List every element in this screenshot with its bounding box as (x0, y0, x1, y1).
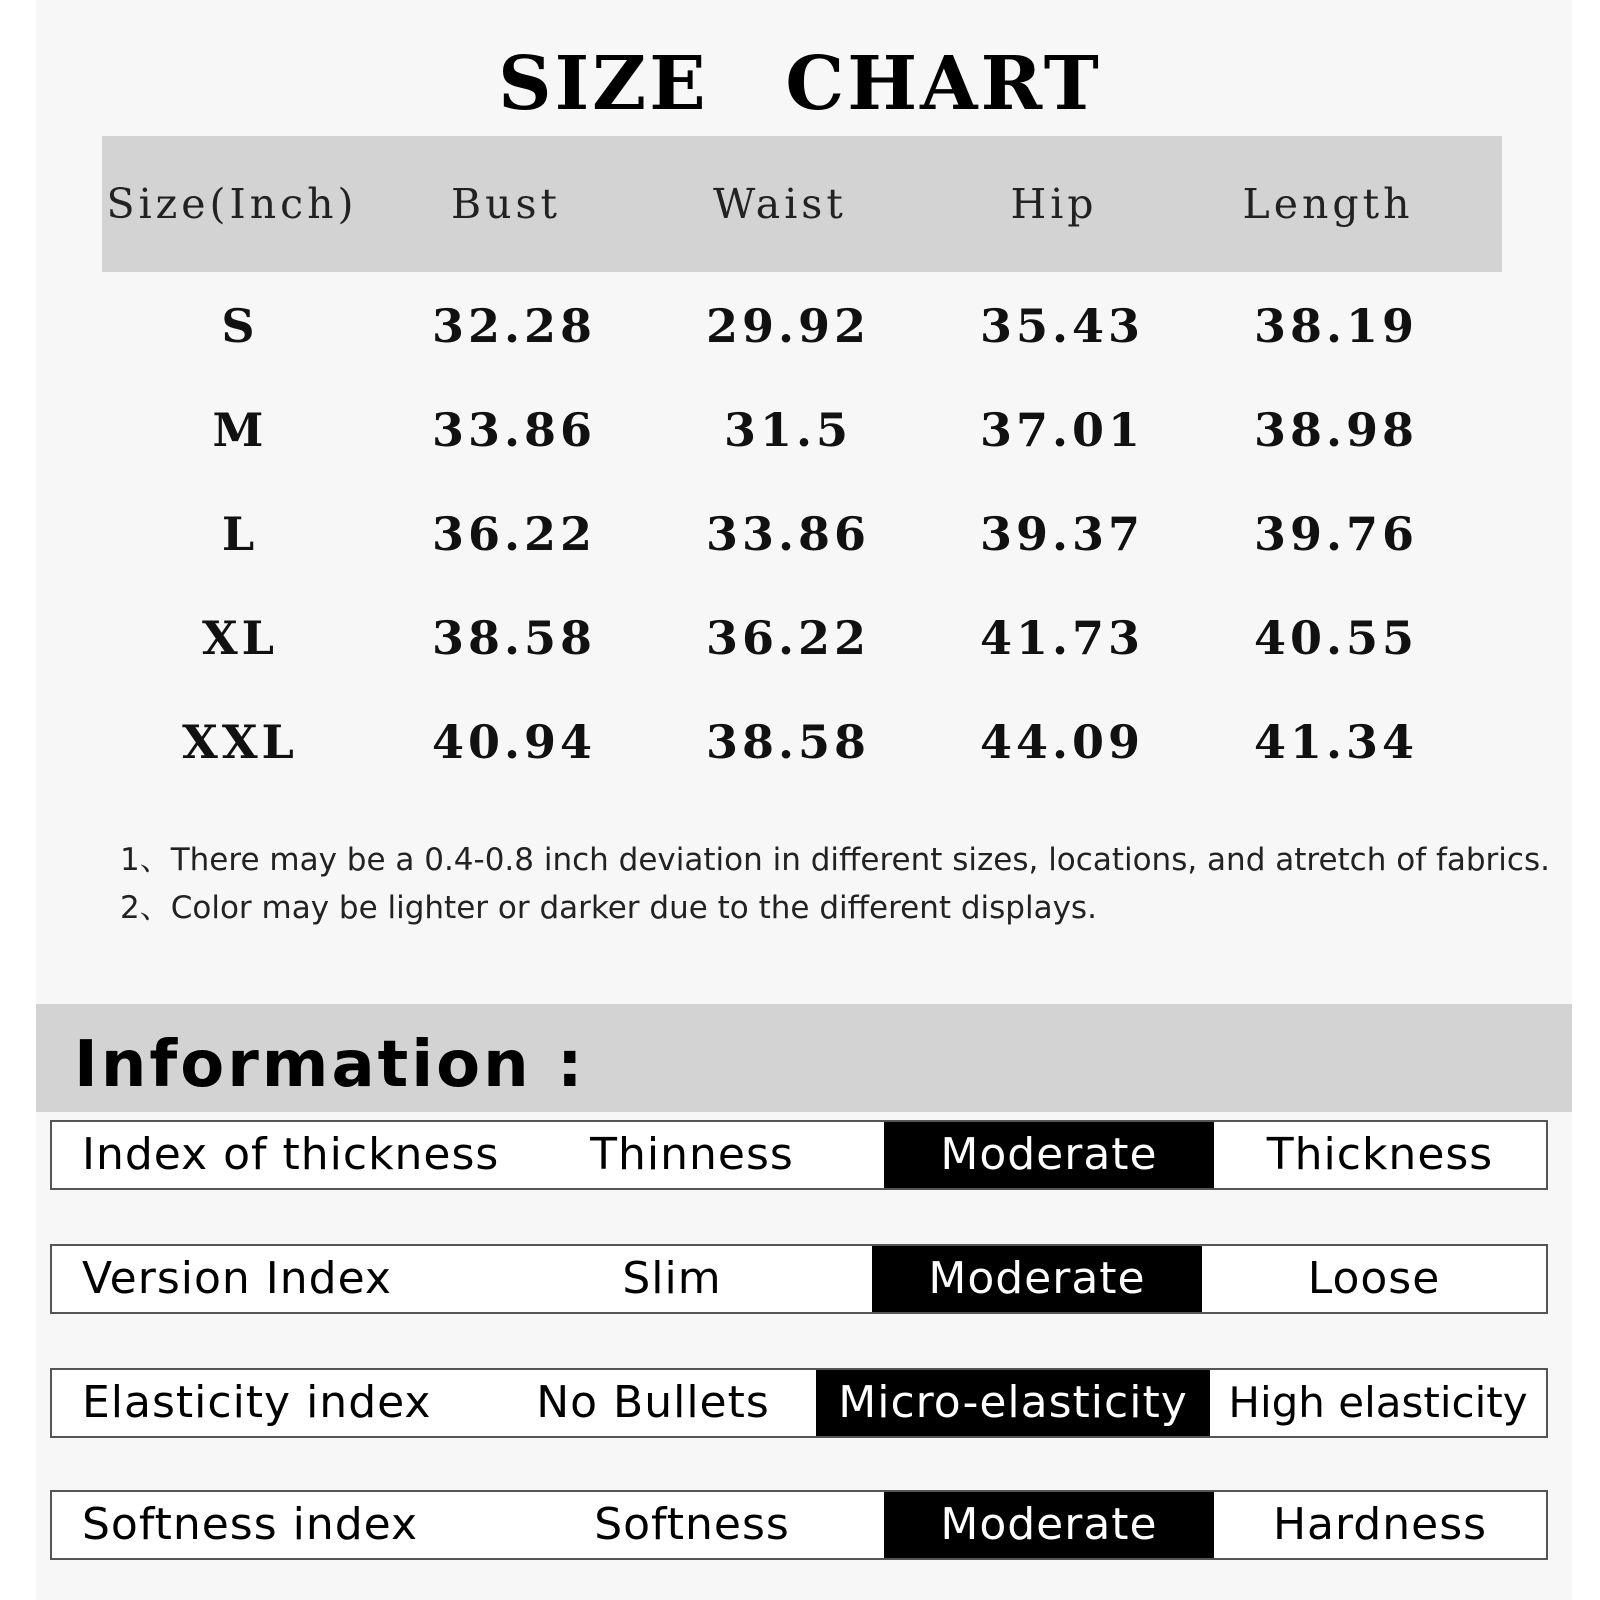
table-header (102, 136, 1502, 272)
option-thinness: Thinness (590, 1129, 794, 1180)
elasticity-index-row (50, 1368, 1548, 1438)
version-index-row (50, 1244, 1548, 1314)
cell-size: S (221, 299, 259, 353)
cell-bust: 36.22 (431, 507, 597, 561)
information-title: Information : (74, 1028, 586, 1102)
cell-waist: 33.86 (705, 507, 871, 561)
thickness-index-row (50, 1120, 1548, 1190)
information-header (36, 1004, 1572, 1112)
softness-index-row (50, 1490, 1548, 1560)
cell-hip: 39.37 (979, 507, 1145, 561)
header-size: Size(Inch) (106, 180, 358, 228)
option-loose: Loose (1307, 1253, 1441, 1304)
notes (120, 836, 1550, 932)
index-label: Index of thickness (82, 1129, 500, 1180)
cell-size: M (212, 403, 268, 457)
cell-hip: 35.43 (979, 299, 1145, 353)
option-micro-elasticity-selected: Micro-elasticity (816, 1370, 1210, 1436)
cell-bust: 38.58 (431, 611, 597, 665)
cell-bust: 40.94 (431, 715, 597, 769)
option-moderate-selected: Moderate (872, 1246, 1202, 1312)
cell-waist: 29.92 (705, 299, 871, 353)
cell-length: 41.34 (1253, 715, 1419, 769)
option-slim: Slim (622, 1253, 722, 1304)
cell-waist: 38.58 (705, 715, 871, 769)
cell-size: XXL (182, 715, 298, 769)
cell-hip: 37.01 (979, 403, 1145, 457)
option-softness: Softness (594, 1499, 790, 1550)
cell-size: XL (201, 611, 279, 665)
option-no-bullets: No Bullets (536, 1377, 770, 1428)
header-bust: Bust (450, 180, 562, 228)
note-item: 2、Color may be lighter or darker due to the different displays. (120, 890, 1097, 926)
cell-waist: 31.5 (723, 403, 853, 457)
option-moderate-selected: Moderate (884, 1122, 1214, 1188)
note-item: 1、There may be a 0.4-0.8 inch deviation in different sizes, locations, and atretch of fabrics. (120, 842, 1550, 878)
cell-length: 38.98 (1253, 403, 1419, 457)
cell-waist: 36.22 (705, 611, 871, 665)
option-thickness: Thickness (1266, 1129, 1494, 1180)
cell-length: 38.19 (1253, 299, 1419, 353)
size-table (102, 136, 1502, 804)
option-high-elasticity: High elasticity (1228, 1378, 1528, 1427)
header-hip: Hip (1010, 180, 1098, 228)
cell-bust: 33.86 (431, 403, 597, 457)
cell-length: 40.55 (1253, 611, 1419, 665)
cell-hip: 41.73 (979, 611, 1145, 665)
index-label: Elasticity index (82, 1377, 432, 1428)
cell-length: 39.76 (1253, 507, 1419, 561)
index-label: Softness index (82, 1499, 418, 1550)
option-hardness: Hardness (1272, 1499, 1488, 1550)
header-length: Length (1242, 180, 1414, 228)
index-label: Version Index (82, 1253, 392, 1304)
page-title: SIZE CHART (498, 41, 1102, 127)
cell-bust: 32.28 (431, 299, 597, 353)
option-moderate-selected: Moderate (884, 1492, 1214, 1558)
cell-hip: 44.09 (979, 715, 1145, 769)
cell-size: L (221, 507, 259, 561)
header-waist: Waist (713, 180, 847, 228)
